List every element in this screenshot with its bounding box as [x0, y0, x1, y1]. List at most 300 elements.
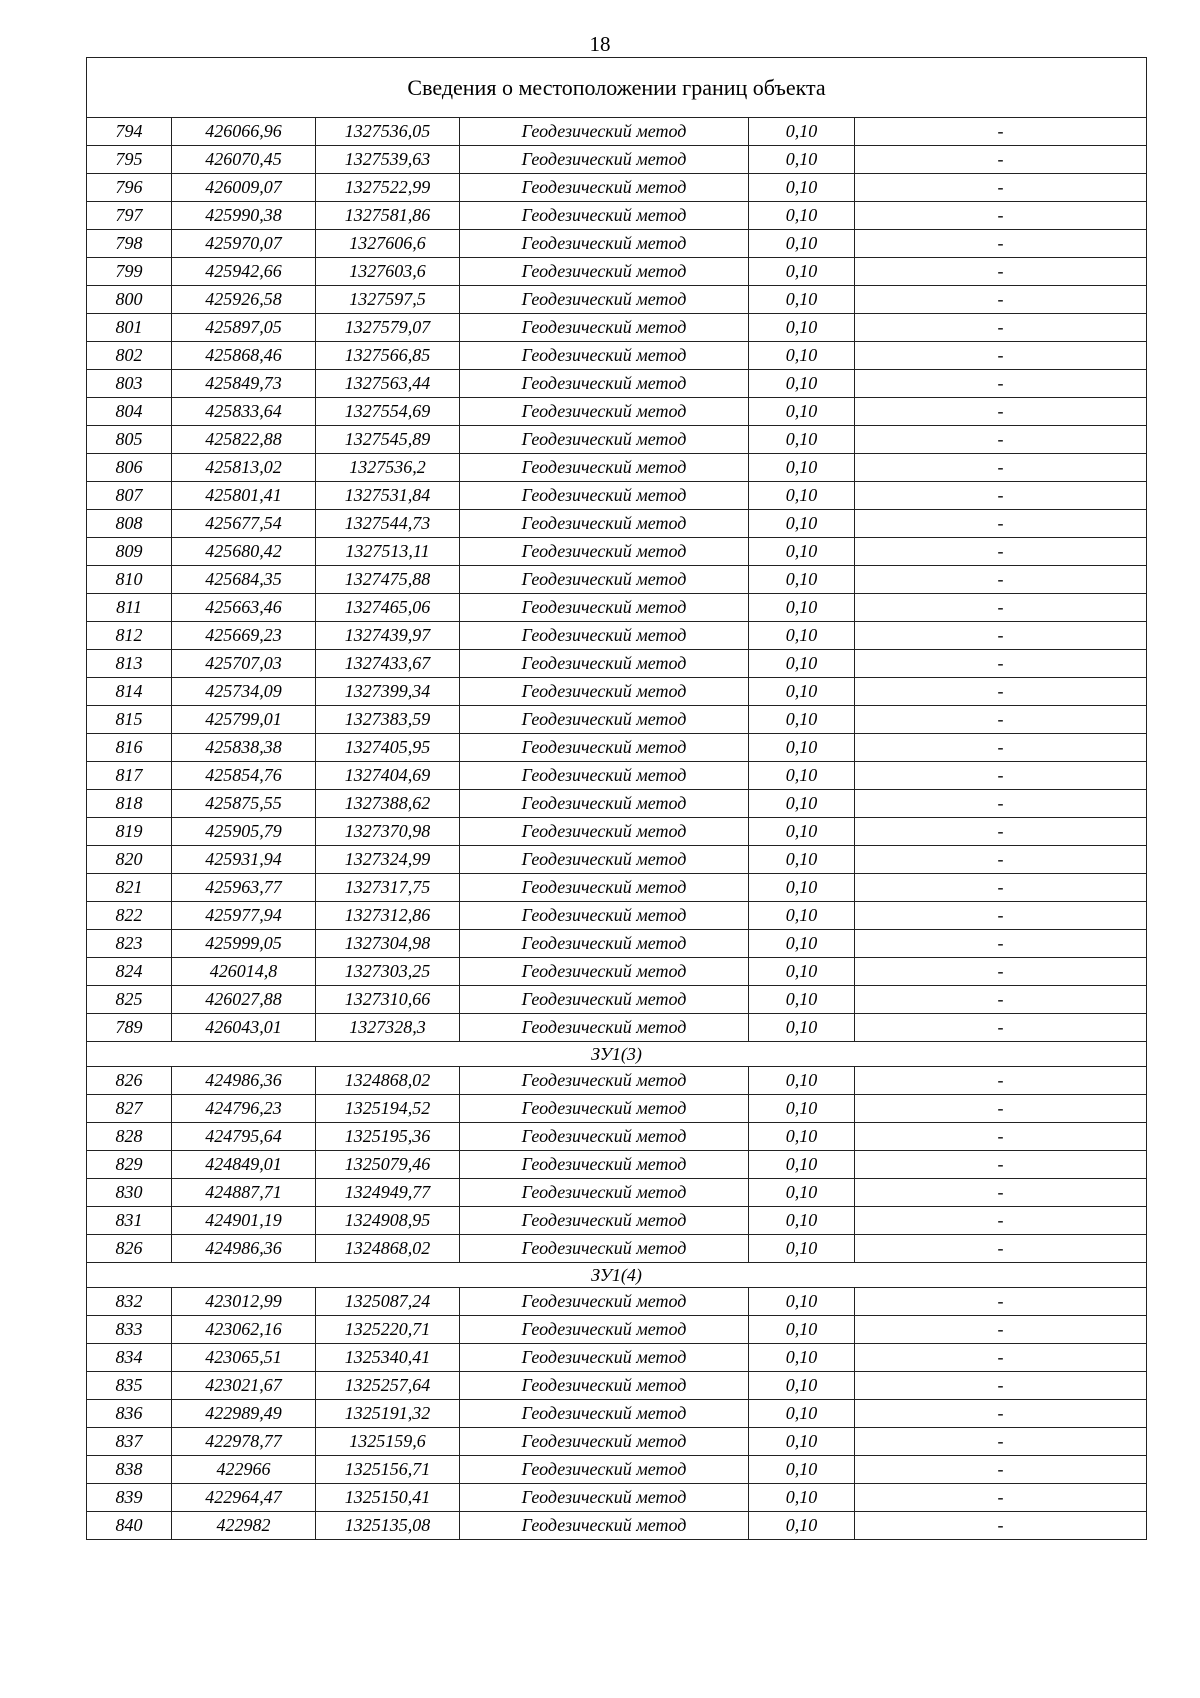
x-coordinate-cell: 424849,01	[172, 1151, 316, 1179]
point-number-cell: 817	[87, 762, 172, 790]
point-number-cell: 804	[87, 398, 172, 426]
point-number-cell: 812	[87, 622, 172, 650]
y-coordinate-cell: 1327370,98	[316, 818, 460, 846]
accuracy-cell: 0,10	[749, 902, 855, 930]
method-cell: Геодезический метод	[460, 1344, 749, 1372]
point-number-cell: 824	[87, 958, 172, 986]
note-cell: -	[855, 202, 1147, 230]
table-row	[87, 314, 1147, 342]
note-cell: -	[855, 1512, 1147, 1540]
x-coordinate-cell: 425677,54	[172, 510, 316, 538]
x-coordinate-cell: 425942,66	[172, 258, 316, 286]
x-coordinate-cell: 425822,88	[172, 426, 316, 454]
accuracy-cell: 0,10	[749, 118, 855, 146]
y-coordinate-cell: 1327579,07	[316, 314, 460, 342]
point-number-cell: 823	[87, 930, 172, 958]
method-cell: Геодезический метод	[460, 454, 749, 482]
accuracy-cell: 0,10	[749, 1512, 855, 1540]
method-cell: Геодезический метод	[460, 174, 749, 202]
point-number-cell: 789	[87, 1014, 172, 1042]
method-cell: Геодезический метод	[460, 1316, 749, 1344]
y-coordinate-cell: 1327531,84	[316, 482, 460, 510]
point-number-cell: 835	[87, 1372, 172, 1400]
table-row	[87, 174, 1147, 202]
note-cell: -	[855, 1123, 1147, 1151]
y-coordinate-cell: 1327439,97	[316, 622, 460, 650]
point-number-cell: 803	[87, 370, 172, 398]
y-coordinate-cell: 1327606,6	[316, 230, 460, 258]
note-cell: -	[855, 146, 1147, 174]
method-cell: Геодезический метод	[460, 538, 749, 566]
x-coordinate-cell: 425905,79	[172, 818, 316, 846]
note-cell: -	[855, 1235, 1147, 1263]
point-number-cell: 831	[87, 1207, 172, 1235]
y-coordinate-cell: 1324908,95	[316, 1207, 460, 1235]
table-row	[87, 370, 1147, 398]
x-coordinate-cell: 425849,73	[172, 370, 316, 398]
table-row	[87, 1179, 1147, 1207]
point-number-cell: 827	[87, 1095, 172, 1123]
y-coordinate-cell: 1327324,99	[316, 846, 460, 874]
y-coordinate-cell: 1327536,05	[316, 118, 460, 146]
accuracy-cell: 0,10	[749, 1207, 855, 1235]
accuracy-cell: 0,10	[749, 1484, 855, 1512]
note-cell: -	[855, 734, 1147, 762]
accuracy-cell: 0,10	[749, 1179, 855, 1207]
point-number-cell: 821	[87, 874, 172, 902]
note-cell: -	[855, 398, 1147, 426]
accuracy-cell: 0,10	[749, 1151, 855, 1179]
x-coordinate-cell: 426070,45	[172, 146, 316, 174]
y-coordinate-cell: 1327328,3	[316, 1014, 460, 1042]
page-number: 18	[589, 32, 611, 56]
x-coordinate-cell: 425990,38	[172, 202, 316, 230]
note-cell: -	[855, 1456, 1147, 1484]
accuracy-cell: 0,10	[749, 986, 855, 1014]
table-row	[87, 650, 1147, 678]
method-cell: Геодезический метод	[460, 1014, 749, 1042]
accuracy-cell: 0,10	[749, 1400, 855, 1428]
x-coordinate-cell: 426027,88	[172, 986, 316, 1014]
point-number-cell: 828	[87, 1123, 172, 1151]
table-row	[87, 286, 1147, 314]
x-coordinate-cell: 425801,41	[172, 482, 316, 510]
method-cell: Геодезический метод	[460, 342, 749, 370]
point-number-cell: 830	[87, 1179, 172, 1207]
y-coordinate-cell: 1327597,5	[316, 286, 460, 314]
accuracy-cell: 0,10	[749, 1344, 855, 1372]
table-row	[87, 1344, 1147, 1372]
accuracy-cell: 0,10	[749, 622, 855, 650]
accuracy-cell: 0,10	[749, 314, 855, 342]
note-cell: -	[855, 1014, 1147, 1042]
method-cell: Геодезический метод	[460, 566, 749, 594]
table-row	[87, 482, 1147, 510]
table-row	[87, 342, 1147, 370]
note-cell: -	[855, 762, 1147, 790]
x-coordinate-cell: 426009,07	[172, 174, 316, 202]
y-coordinate-cell: 1327383,59	[316, 706, 460, 734]
accuracy-cell: 0,10	[749, 342, 855, 370]
accuracy-cell: 0,10	[749, 678, 855, 706]
accuracy-cell: 0,10	[749, 1235, 855, 1263]
table-row	[87, 1067, 1147, 1095]
note-cell: -	[855, 1484, 1147, 1512]
note-cell: -	[855, 286, 1147, 314]
x-coordinate-cell: 424901,19	[172, 1207, 316, 1235]
x-coordinate-cell: 422978,77	[172, 1428, 316, 1456]
method-cell: Геодезический метод	[460, 1428, 749, 1456]
method-cell: Геодезический метод	[460, 594, 749, 622]
x-coordinate-cell: 425854,76	[172, 762, 316, 790]
x-coordinate-cell: 422989,49	[172, 1400, 316, 1428]
x-coordinate-cell: 425684,35	[172, 566, 316, 594]
point-number-cell: 816	[87, 734, 172, 762]
table-row	[87, 706, 1147, 734]
y-coordinate-cell: 1327399,34	[316, 678, 460, 706]
table-row	[87, 230, 1147, 258]
note-cell: -	[855, 482, 1147, 510]
method-cell: Геодезический метод	[460, 678, 749, 706]
accuracy-cell: 0,10	[749, 930, 855, 958]
table-row	[87, 118, 1147, 146]
accuracy-cell: 0,10	[749, 1372, 855, 1400]
method-cell: Геодезический метод	[460, 258, 749, 286]
y-coordinate-cell: 1325257,64	[316, 1372, 460, 1400]
x-coordinate-cell: 422982	[172, 1512, 316, 1540]
table-row	[87, 1014, 1147, 1042]
y-coordinate-cell: 1327304,98	[316, 930, 460, 958]
method-cell: Геодезический метод	[460, 1095, 749, 1123]
method-cell: Геодезический метод	[460, 1123, 749, 1151]
table-row	[87, 678, 1147, 706]
note-cell: -	[855, 370, 1147, 398]
method-cell: Геодезический метод	[460, 146, 749, 174]
section-header-row	[87, 1042, 1147, 1067]
x-coordinate-cell: 425838,38	[172, 734, 316, 762]
x-coordinate-cell: 425926,58	[172, 286, 316, 314]
accuracy-cell: 0,10	[749, 566, 855, 594]
point-number-cell: 829	[87, 1151, 172, 1179]
x-coordinate-cell: 423012,99	[172, 1288, 316, 1316]
method-cell: Геодезический метод	[460, 818, 749, 846]
table-row	[87, 1207, 1147, 1235]
note-cell: -	[855, 1095, 1147, 1123]
note-cell: -	[855, 454, 1147, 482]
method-cell: Геодезический метод	[460, 230, 749, 258]
table-title-row	[87, 58, 1147, 118]
table-row	[87, 594, 1147, 622]
method-cell: Геодезический метод	[460, 286, 749, 314]
point-number-cell: 825	[87, 986, 172, 1014]
y-coordinate-cell: 1325194,52	[316, 1095, 460, 1123]
accuracy-cell: 0,10	[749, 1095, 855, 1123]
y-coordinate-cell: 1327405,95	[316, 734, 460, 762]
note-cell: -	[855, 230, 1147, 258]
method-cell: Геодезический метод	[460, 930, 749, 958]
table-row	[87, 622, 1147, 650]
x-coordinate-cell: 425663,46	[172, 594, 316, 622]
table-row	[87, 1372, 1147, 1400]
x-coordinate-cell: 425931,94	[172, 846, 316, 874]
point-number-cell: 807	[87, 482, 172, 510]
accuracy-cell: 0,10	[749, 958, 855, 986]
x-coordinate-cell: 425970,07	[172, 230, 316, 258]
table-row	[87, 1456, 1147, 1484]
point-number-cell: 819	[87, 818, 172, 846]
point-number-cell: 826	[87, 1067, 172, 1095]
method-cell: Геодезический метод	[460, 1179, 749, 1207]
y-coordinate-cell: 1324949,77	[316, 1179, 460, 1207]
table-row	[87, 986, 1147, 1014]
point-number-cell: 797	[87, 202, 172, 230]
point-number-cell: 833	[87, 1316, 172, 1344]
method-cell: Геодезический метод	[460, 874, 749, 902]
table-row	[87, 1123, 1147, 1151]
method-cell: Геодезический метод	[460, 706, 749, 734]
y-coordinate-cell: 1327545,89	[316, 426, 460, 454]
method-cell: Геодезический метод	[460, 370, 749, 398]
x-coordinate-cell: 424986,36	[172, 1235, 316, 1263]
point-number-cell: 813	[87, 650, 172, 678]
y-coordinate-cell: 1327554,69	[316, 398, 460, 426]
accuracy-cell: 0,10	[749, 426, 855, 454]
x-coordinate-cell: 425868,46	[172, 342, 316, 370]
note-cell: -	[855, 902, 1147, 930]
note-cell: -	[855, 1372, 1147, 1400]
accuracy-cell: 0,10	[749, 370, 855, 398]
table-row	[87, 930, 1147, 958]
point-number-cell: 826	[87, 1235, 172, 1263]
x-coordinate-cell: 426066,96	[172, 118, 316, 146]
accuracy-cell: 0,10	[749, 286, 855, 314]
table-row	[87, 510, 1147, 538]
method-cell: Геодезический метод	[460, 118, 749, 146]
x-coordinate-cell: 422964,47	[172, 1484, 316, 1512]
y-coordinate-cell: 1327317,75	[316, 874, 460, 902]
accuracy-cell: 0,10	[749, 454, 855, 482]
point-number-cell: 836	[87, 1400, 172, 1428]
accuracy-cell: 0,10	[749, 650, 855, 678]
note-cell: -	[855, 986, 1147, 1014]
method-cell: Геодезический метод	[460, 734, 749, 762]
note-cell: -	[855, 650, 1147, 678]
table-row	[87, 958, 1147, 986]
table-row	[87, 1235, 1147, 1263]
note-cell: -	[855, 1428, 1147, 1456]
x-coordinate-cell: 425707,03	[172, 650, 316, 678]
table-row	[87, 1512, 1147, 1540]
accuracy-cell: 0,10	[749, 538, 855, 566]
note-cell: -	[855, 1288, 1147, 1316]
note-cell: -	[855, 538, 1147, 566]
note-cell: -	[855, 1400, 1147, 1428]
x-coordinate-cell: 425813,02	[172, 454, 316, 482]
method-cell: Геодезический метод	[460, 314, 749, 342]
table-row	[87, 454, 1147, 482]
method-cell: Геодезический метод	[460, 986, 749, 1014]
note-cell: -	[855, 258, 1147, 286]
method-cell: Геодезический метод	[460, 846, 749, 874]
point-number-cell: 808	[87, 510, 172, 538]
point-number-cell: 815	[87, 706, 172, 734]
x-coordinate-cell: 425963,77	[172, 874, 316, 902]
table-row	[87, 762, 1147, 790]
x-coordinate-cell: 425669,23	[172, 622, 316, 650]
method-cell: Геодезический метод	[460, 482, 749, 510]
point-number-cell: 796	[87, 174, 172, 202]
y-coordinate-cell: 1325195,36	[316, 1123, 460, 1151]
method-cell: Геодезический метод	[460, 650, 749, 678]
section-label: ЗУ1(4)	[87, 1263, 1147, 1288]
accuracy-cell: 0,10	[749, 1123, 855, 1151]
x-coordinate-cell: 426014,8	[172, 958, 316, 986]
table-row	[87, 398, 1147, 426]
y-coordinate-cell: 1324868,02	[316, 1067, 460, 1095]
y-coordinate-cell: 1325220,71	[316, 1316, 460, 1344]
table-row	[87, 1151, 1147, 1179]
table-row	[87, 146, 1147, 174]
table-row	[87, 818, 1147, 846]
method-cell: Геодезический метод	[460, 426, 749, 454]
note-cell: -	[855, 510, 1147, 538]
table-row	[87, 1316, 1147, 1344]
table-row	[87, 1400, 1147, 1428]
accuracy-cell: 0,10	[749, 1288, 855, 1316]
x-coordinate-cell: 426043,01	[172, 1014, 316, 1042]
note-cell: -	[855, 426, 1147, 454]
y-coordinate-cell: 1327563,44	[316, 370, 460, 398]
y-coordinate-cell: 1327303,25	[316, 958, 460, 986]
point-number-cell: 834	[87, 1344, 172, 1372]
point-number-cell: 802	[87, 342, 172, 370]
y-coordinate-cell: 1327465,06	[316, 594, 460, 622]
accuracy-cell: 0,10	[749, 230, 855, 258]
point-number-cell: 818	[87, 790, 172, 818]
table-row	[87, 258, 1147, 286]
accuracy-cell: 0,10	[749, 146, 855, 174]
point-number-cell: 837	[87, 1428, 172, 1456]
accuracy-cell: 0,10	[749, 1316, 855, 1344]
note-cell: -	[855, 1344, 1147, 1372]
accuracy-cell: 0,10	[749, 762, 855, 790]
accuracy-cell: 0,10	[749, 1456, 855, 1484]
x-coordinate-cell: 425977,94	[172, 902, 316, 930]
x-coordinate-cell: 424795,64	[172, 1123, 316, 1151]
y-coordinate-cell: 1325340,41	[316, 1344, 460, 1372]
y-coordinate-cell: 1327544,73	[316, 510, 460, 538]
accuracy-cell: 0,10	[749, 1428, 855, 1456]
accuracy-cell: 0,10	[749, 790, 855, 818]
x-coordinate-cell: 424986,36	[172, 1067, 316, 1095]
point-number-cell: 806	[87, 454, 172, 482]
x-coordinate-cell: 424796,23	[172, 1095, 316, 1123]
note-cell: -	[855, 678, 1147, 706]
y-coordinate-cell: 1325156,71	[316, 1456, 460, 1484]
y-coordinate-cell: 1327581,86	[316, 202, 460, 230]
y-coordinate-cell: 1324868,02	[316, 1235, 460, 1263]
y-coordinate-cell: 1327388,62	[316, 790, 460, 818]
method-cell: Геодезический метод	[460, 790, 749, 818]
note-cell: -	[855, 930, 1147, 958]
note-cell: -	[855, 594, 1147, 622]
accuracy-cell: 0,10	[749, 874, 855, 902]
accuracy-cell: 0,10	[749, 510, 855, 538]
method-cell: Геодезический метод	[460, 1288, 749, 1316]
method-cell: Геодезический метод	[460, 1456, 749, 1484]
x-coordinate-cell: 425897,05	[172, 314, 316, 342]
section-label: ЗУ1(3)	[87, 1042, 1147, 1067]
method-cell: Геодезический метод	[460, 902, 749, 930]
point-number-cell: 838	[87, 1456, 172, 1484]
accuracy-cell: 0,10	[749, 174, 855, 202]
table-row	[87, 902, 1147, 930]
method-cell: Геодезический метод	[460, 1235, 749, 1263]
note-cell: -	[855, 706, 1147, 734]
point-number-cell: 809	[87, 538, 172, 566]
y-coordinate-cell: 1327433,67	[316, 650, 460, 678]
accuracy-cell: 0,10	[749, 1014, 855, 1042]
y-coordinate-cell: 1327312,86	[316, 902, 460, 930]
method-cell: Геодезический метод	[460, 622, 749, 650]
method-cell: Геодезический метод	[460, 1372, 749, 1400]
note-cell: -	[855, 566, 1147, 594]
note-cell: -	[855, 1207, 1147, 1235]
method-cell: Геодезический метод	[460, 958, 749, 986]
y-coordinate-cell: 1325191,32	[316, 1400, 460, 1428]
note-cell: -	[855, 622, 1147, 650]
method-cell: Геодезический метод	[460, 398, 749, 426]
point-number-cell: 801	[87, 314, 172, 342]
note-cell: -	[855, 1316, 1147, 1344]
y-coordinate-cell: 1325135,08	[316, 1512, 460, 1540]
note-cell: -	[855, 1151, 1147, 1179]
note-cell: -	[855, 118, 1147, 146]
x-coordinate-cell: 423065,51	[172, 1344, 316, 1372]
point-number-cell: 840	[87, 1512, 172, 1540]
table-row	[87, 1095, 1147, 1123]
accuracy-cell: 0,10	[749, 706, 855, 734]
note-cell: -	[855, 314, 1147, 342]
method-cell: Геодезический метод	[460, 1512, 749, 1540]
y-coordinate-cell: 1325159,6	[316, 1428, 460, 1456]
x-coordinate-cell: 425833,64	[172, 398, 316, 426]
point-number-cell: 805	[87, 426, 172, 454]
note-cell: -	[855, 846, 1147, 874]
note-cell: -	[855, 1179, 1147, 1207]
y-coordinate-cell: 1327603,6	[316, 258, 460, 286]
x-coordinate-cell: 425734,09	[172, 678, 316, 706]
point-number-cell: 811	[87, 594, 172, 622]
method-cell: Геодезический метод	[460, 1207, 749, 1235]
method-cell: Геодезический метод	[460, 1400, 749, 1428]
y-coordinate-cell: 1327566,85	[316, 342, 460, 370]
x-coordinate-cell: 425799,01	[172, 706, 316, 734]
method-cell: Геодезический метод	[460, 1151, 749, 1179]
y-coordinate-cell: 1327310,66	[316, 986, 460, 1014]
point-number-cell: 795	[87, 146, 172, 174]
y-coordinate-cell: 1325150,41	[316, 1484, 460, 1512]
boundary-coordinates-table	[86, 57, 1147, 1540]
y-coordinate-cell: 1327475,88	[316, 566, 460, 594]
table-row	[87, 790, 1147, 818]
accuracy-cell: 0,10	[749, 398, 855, 426]
y-coordinate-cell: 1325087,24	[316, 1288, 460, 1316]
table-row	[87, 846, 1147, 874]
table-row	[87, 734, 1147, 762]
note-cell: -	[855, 790, 1147, 818]
y-coordinate-cell: 1325079,46	[316, 1151, 460, 1179]
